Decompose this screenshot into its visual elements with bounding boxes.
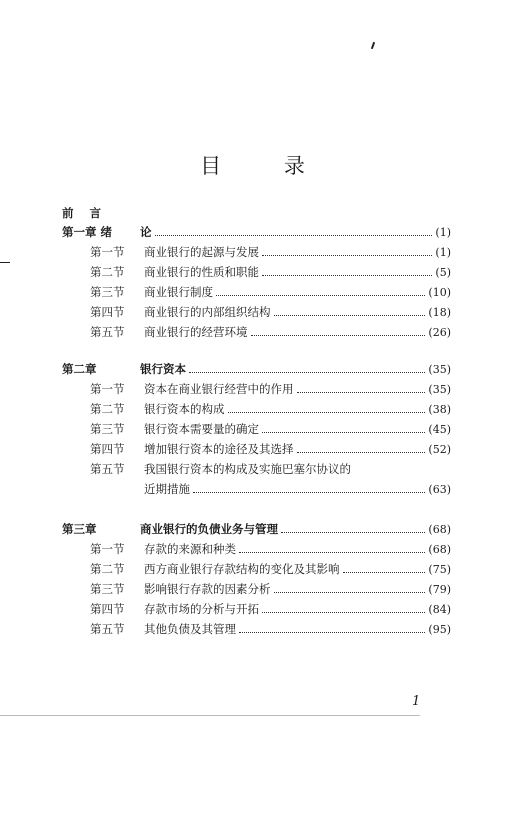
toc-entry-line	[144, 242, 451, 263]
toc-section-row	[0, 262, 505, 282]
toc-chapter-row	[0, 519, 505, 539]
section-number: 第五节	[90, 622, 125, 636]
dot-leader	[262, 274, 432, 276]
toc-entry-line	[144, 322, 451, 343]
toc-page-ref: (68)	[428, 543, 451, 556]
toc-entry-line	[144, 599, 451, 620]
toc-entry-title: 论	[140, 225, 152, 239]
dot-leader	[239, 551, 425, 553]
toc-page-ref: (1)	[435, 226, 451, 239]
dot-leader	[216, 294, 425, 296]
section-number: 第二节	[90, 402, 125, 416]
toc-entry-title: 商业银行的负债业务与管理	[140, 522, 278, 536]
toc-section-row	[0, 539, 505, 559]
section-number: 第五节	[90, 462, 125, 476]
dot-leader	[262, 431, 425, 433]
toc-entry-title: 存款的来源和种类	[144, 542, 236, 556]
section-number: 第二节	[90, 562, 125, 576]
section-number: 第五节	[90, 325, 125, 339]
toc-section-row	[0, 302, 505, 322]
toc-section-row	[0, 559, 505, 579]
toc-entry-title: 我国银行资本的构成及实施巴塞尔协议的	[144, 462, 351, 476]
toc-entry-line	[144, 539, 451, 560]
toc-entry-line	[144, 479, 451, 500]
scan-speck	[371, 42, 375, 49]
toc-entry-title: 影响银行存款的因素分析	[144, 582, 271, 596]
toc-page-ref: (45)	[428, 423, 451, 436]
dot-leader	[262, 254, 432, 256]
toc-entry-title: 商业银行制度	[144, 285, 213, 299]
toc-page-ref: (84)	[428, 603, 451, 616]
toc-entry-line	[144, 282, 451, 303]
dot-leader	[274, 591, 426, 593]
toc-section-row	[0, 459, 505, 479]
toc-section-row	[0, 599, 505, 619]
toc-page-ref: (38)	[428, 403, 451, 416]
toc-entry-line	[144, 579, 451, 600]
chapter-number: 第一章 绪	[62, 225, 113, 239]
toc-entry-title: 银行资本	[140, 362, 186, 376]
section-number: 第一节	[90, 382, 125, 396]
toc-entry-line	[144, 379, 451, 400]
scan-speck	[0, 262, 10, 263]
toc-entry-title: 银行资本的构成	[144, 402, 225, 416]
toc-section-row	[0, 579, 505, 599]
toc-section-row	[0, 322, 505, 342]
toc-entry-line	[140, 359, 451, 380]
toc-entry-title: 增加银行资本的途径及其选择	[144, 442, 294, 456]
dot-leader	[189, 371, 425, 373]
dot-leader	[343, 571, 426, 573]
toc-section-row	[0, 379, 505, 399]
dot-leader	[251, 334, 426, 336]
toc-section-row	[0, 619, 505, 639]
toc-entry-title: 商业银行的性质和职能	[144, 265, 259, 279]
toc-chapter-row	[0, 359, 505, 379]
scan-artifact-line	[0, 715, 420, 716]
toc-entry-title: 商业银行的内部组织结构	[144, 305, 271, 319]
page-title: 目 录	[200, 154, 333, 178]
toc-entry-line	[144, 302, 451, 323]
toc-entry-line	[144, 399, 451, 420]
page-number: 1	[412, 694, 421, 709]
toc-entry-title: 资本在商业银行经营中的作用	[144, 382, 294, 396]
section-number: 第四节	[90, 442, 125, 456]
toc-section-row	[0, 399, 505, 419]
section-number: 第一节	[90, 245, 125, 259]
section-number: 第一节	[90, 542, 125, 556]
toc-page-ref: (18)	[428, 306, 451, 319]
toc-page-ref: (52)	[428, 443, 451, 456]
dot-leader	[297, 451, 426, 453]
toc-entry-line	[144, 262, 451, 283]
toc-page-ref: (1)	[435, 246, 451, 259]
toc-page-ref: (10)	[428, 286, 451, 299]
toc-entry-line	[144, 619, 451, 640]
toc-entry-line	[144, 439, 451, 460]
toc-page-ref: (79)	[428, 583, 451, 596]
toc-page-ref: (63)	[428, 483, 451, 496]
toc-section-row	[0, 479, 505, 499]
dot-leader	[155, 234, 433, 236]
section-number: 第三节	[90, 422, 125, 436]
preface-heading: 前 言	[62, 206, 108, 220]
toc-entry-title: 商业银行的经营环境	[144, 325, 248, 339]
chapter-number: 第二章	[62, 362, 97, 376]
toc-entry-title: 近期措施	[144, 482, 190, 496]
toc-page-ref: (95)	[428, 623, 451, 636]
toc-entry-title: 存款市场的分析与开拓	[144, 602, 259, 616]
section-number: 第三节	[90, 582, 125, 596]
dot-leader	[297, 391, 426, 393]
toc-page-ref: (35)	[428, 383, 451, 396]
toc-entry-line	[140, 222, 451, 243]
toc-section-row	[0, 419, 505, 439]
chapter-number: 第三章	[62, 522, 97, 536]
toc-section-row	[0, 282, 505, 302]
section-number: 第四节	[90, 305, 125, 319]
dot-leader	[239, 631, 425, 633]
toc-chapter-row	[0, 222, 505, 242]
toc-page-ref: (75)	[428, 563, 451, 576]
toc-section-row	[0, 242, 505, 262]
dot-leader	[228, 411, 426, 413]
toc-entry-title: 其他负债及其管理	[144, 622, 236, 636]
toc-entry-line	[144, 559, 451, 580]
section-number: 第二节	[90, 265, 125, 279]
toc-entry-title: 银行资本需要量的确定	[144, 422, 259, 436]
dot-leader	[281, 531, 425, 533]
toc-entry-line	[140, 519, 451, 540]
toc-page-ref: (5)	[435, 266, 451, 279]
toc-entry-line	[144, 419, 451, 440]
dot-leader	[274, 314, 426, 316]
dot-leader	[193, 491, 425, 493]
toc-entry-title: 商业银行的起源与发展	[144, 245, 259, 259]
toc-section-row	[0, 439, 505, 459]
section-number: 第四节	[90, 602, 125, 616]
toc-page-ref: (68)	[428, 523, 451, 536]
dot-leader	[262, 611, 425, 613]
toc-page-ref: (26)	[428, 326, 451, 339]
toc-page-ref: (35)	[428, 363, 451, 376]
section-number: 第三节	[90, 285, 125, 299]
toc-entry-title: 西方商业银行存款结构的变化及其影响	[144, 562, 340, 576]
